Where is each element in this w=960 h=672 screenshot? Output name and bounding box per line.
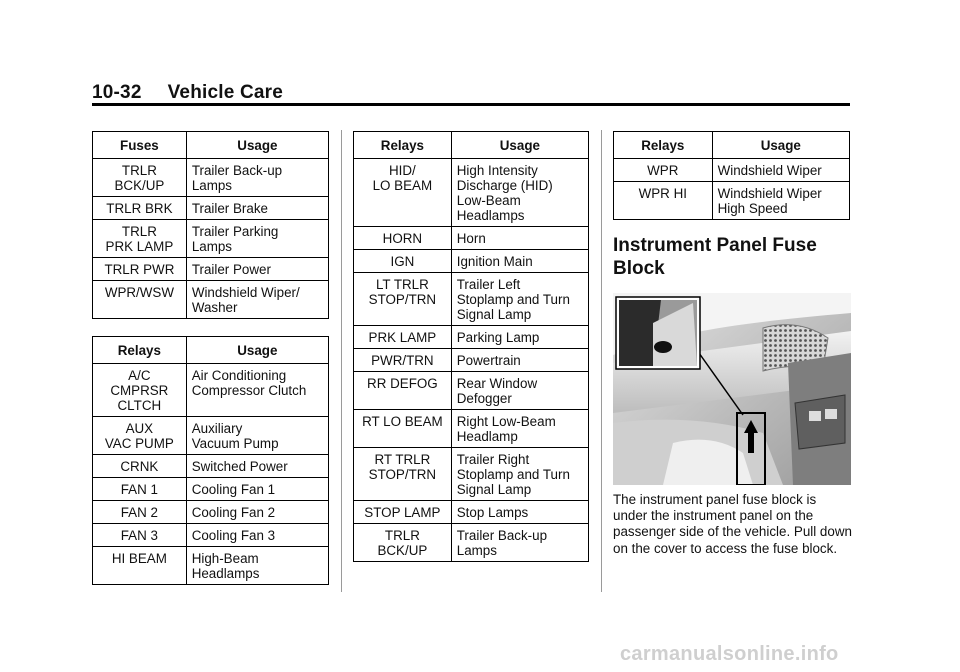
col-header-relays: Relays	[354, 132, 452, 159]
page-header	[92, 82, 283, 104]
row-usage-cell: Trailer Power	[186, 258, 328, 281]
table-row	[354, 372, 589, 410]
row-usage-cell: Windshield Wiper High Speed	[712, 182, 849, 220]
row-code-cell: TRLR PWR	[93, 258, 187, 281]
table-row	[354, 250, 589, 273]
row-code-cell: FAN 1	[93, 478, 187, 501]
row-usage-cell: Ignition Main	[451, 250, 588, 273]
row-code-cell: PRK LAMP	[354, 326, 452, 349]
row-code-cell: IGN	[354, 250, 452, 273]
row-code-cell: A/C CMPRSR CLTCH	[93, 364, 187, 417]
row-usage-cell: Trailer Left Stoplamp and Turn Signal Lamp	[451, 273, 588, 326]
row-code-cell: TRLR BCK/UP	[93, 159, 187, 197]
section-title: Instrument Panel Fuse Block	[613, 235, 817, 279]
row-code-cell: HID/ LO BEAM	[354, 159, 452, 227]
watermark-text: carmanualsonline.info	[620, 643, 839, 665]
table-row	[93, 501, 329, 524]
row-code-cell: STOP LAMP	[354, 501, 452, 524]
row-usage-cell: Rear Window Defogger	[451, 372, 588, 410]
column-divider-2	[601, 130, 602, 592]
row-usage-cell: Windshield Wiper	[712, 159, 849, 182]
col-header-fuses: Fuses	[93, 132, 187, 159]
row-code-cell: HORN	[354, 227, 452, 250]
row-code-cell: AUX VAC PUMP	[93, 417, 187, 455]
table-row	[354, 448, 589, 501]
relays-table-3	[613, 131, 850, 220]
table-row	[93, 417, 329, 455]
row-usage-cell: Auxiliary Vacuum Pump	[186, 417, 328, 455]
table-row	[93, 455, 329, 478]
row-code-cell: RT TRLR STOP/TRN	[354, 448, 452, 501]
col-header-usage: Usage	[186, 337, 328, 364]
table-row	[93, 220, 329, 258]
section-body-text: The instrument panel fuse block is under the instrument panel on the passenger side of the vehicle. Pull down on the cover to access the fuse block.	[613, 492, 852, 556]
row-usage-cell: Switched Power	[186, 455, 328, 478]
table-row	[354, 349, 589, 372]
row-code-cell: WPR HI	[614, 182, 713, 220]
row-code-cell: WPR/WSW	[93, 281, 187, 319]
row-code-cell: WPR	[614, 159, 713, 182]
table-row	[354, 159, 589, 227]
fuse-block-location-photo	[613, 293, 851, 485]
table-row	[354, 501, 589, 524]
row-code-cell: TRLR BCK/UP	[354, 524, 452, 562]
row-usage-cell: Air Conditioning Compressor Clutch	[186, 364, 328, 417]
row-usage-cell: Cooling Fan 1	[186, 478, 328, 501]
table-row	[93, 364, 329, 417]
row-code-cell: LT TRLR STOP/TRN	[354, 273, 452, 326]
row-usage-cell: Trailer Back-up Lamps	[451, 524, 588, 562]
table-row	[354, 524, 589, 562]
table-row	[93, 478, 329, 501]
fuses-table-1	[92, 131, 329, 319]
row-usage-cell: High-Beam Headlamps	[186, 547, 328, 585]
table-row	[93, 197, 329, 220]
row-usage-cell: High Intensity Discharge (HID) Low-Beam Headlamps	[451, 159, 588, 227]
table-row	[614, 159, 850, 182]
table-row	[93, 547, 329, 585]
row-code-cell: TRLR BRK	[93, 197, 187, 220]
row-usage-cell: Powertrain	[451, 349, 588, 372]
table-row	[354, 227, 589, 250]
table-row	[93, 281, 329, 319]
page-number: 10-32	[92, 82, 142, 103]
col-header-relays: Relays	[614, 132, 713, 159]
row-usage-cell: Stop Lamps	[451, 501, 588, 524]
row-code-cell: FAN 3	[93, 524, 187, 547]
col-header-relays: Relays	[93, 337, 187, 364]
col-header-usage: Usage	[451, 132, 588, 159]
row-code-cell: RR DEFOG	[354, 372, 452, 410]
table-row	[614, 182, 850, 220]
row-usage-cell: Windshield Wiper/ Washer	[186, 281, 328, 319]
row-usage-cell: Trailer Back-up Lamps	[186, 159, 328, 197]
section-name: Vehicle Care	[167, 82, 284, 103]
relays-table-2	[353, 131, 589, 562]
row-usage-cell: Trailer Brake	[186, 197, 328, 220]
row-usage-cell: Parking Lamp	[451, 326, 588, 349]
relays-table-1	[92, 336, 329, 585]
table-row	[354, 410, 589, 448]
table-row	[93, 524, 329, 547]
row-usage-cell: Cooling Fan 2	[186, 501, 328, 524]
row-usage-cell: Trailer Parking Lamps	[186, 220, 328, 258]
table-row	[93, 258, 329, 281]
table-row	[354, 326, 589, 349]
header-rule	[92, 103, 850, 106]
row-usage-cell: Cooling Fan 3	[186, 524, 328, 547]
row-usage-cell: Right Low-Beam Headlamp	[451, 410, 588, 448]
row-code-cell: CRNK	[93, 455, 187, 478]
row-code-cell: TRLR PRK LAMP	[93, 220, 187, 258]
col-header-usage: Usage	[712, 132, 849, 159]
col-header-usage: Usage	[186, 132, 328, 159]
row-code-cell: PWR/TRN	[354, 349, 452, 372]
table-row	[93, 159, 329, 197]
row-code-cell: FAN 2	[93, 501, 187, 524]
column-divider-1	[341, 130, 342, 592]
table-row	[354, 273, 589, 326]
row-code-cell: HI BEAM	[93, 547, 187, 585]
row-usage-cell: Trailer Right Stoplamp and Turn Signal Lamp	[451, 448, 588, 501]
row-usage-cell: Horn	[451, 227, 588, 250]
row-code-cell: RT LO BEAM	[354, 410, 452, 448]
